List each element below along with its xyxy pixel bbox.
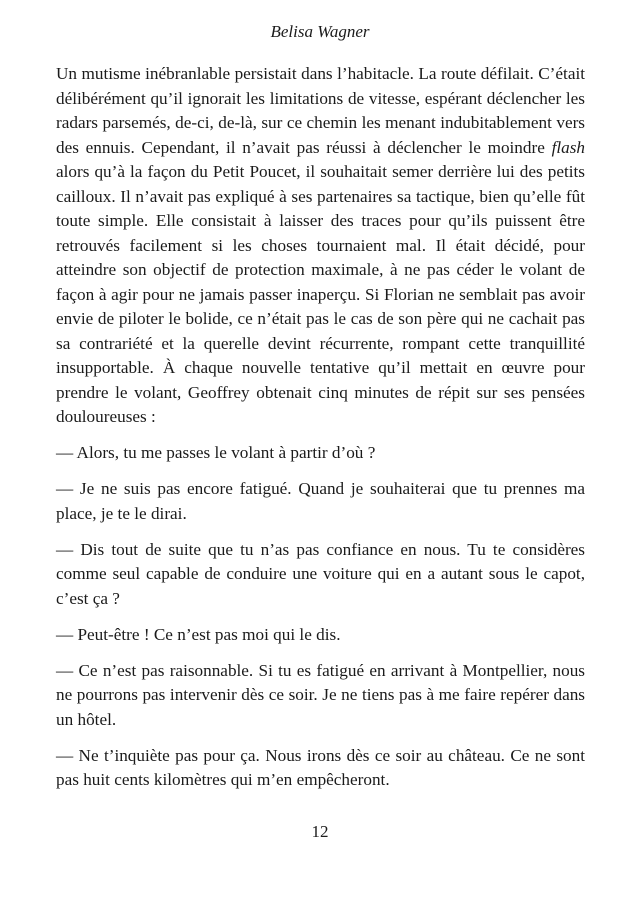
narrative-paragraph: [56, 62, 585, 430]
page-number: 12: [311, 822, 329, 841]
dialogue-line-6: — Ne t’inquiète pas pour ça. Nous irons dès ce soir au château. Ce ne sont pas huit cents kilomètres qui m’en empêcheront.: [56, 745, 585, 789]
dialogue-line-5: — Ce n’est pas raisonnable. Si tu es fatigué en arrivant à Montpellier, nous ne pourrons pas intervenir dès ce soir. Je ne tiens pas à me faire repérer dans un hôtel.: [56, 660, 585, 729]
paragraph-text-start: Un mutisme inébranlable persistait dans l’habitacle. La route défilait. C’était délibérément qu’il ignorait les limitations de vitesse, espérant déclencher les radars parsemés, de-ci, de-là, sur ce chemin les menant indubitablement vers des ennuis. Cependant, il n’avait pas réussi à déclencher le moindre: [56, 64, 585, 157]
dialogue-line-3: — Dis tout de suite que tu n’as pas confiance en nous. Tu te considères comme seul capable de conduire une voiture qui en a autant sous le capot, c’est ça ?: [56, 539, 585, 608]
dialogue-line-4: — Peut-être ! Ce n’est pas moi qui le dis.: [56, 624, 341, 644]
italic-word: flash: [551, 137, 585, 157]
running-header-author: Belisa Wagner: [270, 22, 370, 41]
paragraph-text-end: alors qu’à la façon du Petit Poucet, il souhaitait semer derrière lui des petits cailloux. Il n’avait pas expliqué à ses partenaires sa tactique, bien qu’elle fût toute simple. Elle consistait à laisser des traces pour qu’ils puissent être retrouvés facilement si les choses tournaient mal. Il était décidé, pour atteindre son objectif de protection maximale, à ne pas céder le volant de façon à agir pour ne jamais passer inaperçu. Si Florian ne semblait pas avoir envie de piloter le bolide, ce n’était pas le cas de son père qui ne cachait pas sa contrariété et la querelle devint récurrente, rompant cette tranquillité insupportable. À chaque nouvelle tentative qu’il mettait en œuvre pour prendre le volant, Geoffrey obtenait cinq minutes de répit sur ses pensées douloureuses :: [56, 162, 585, 426]
dialogue-line-2: — Je ne suis pas encore fatigué. Quand je souhaiterai que tu prennes ma place, je te le dirai.: [56, 479, 585, 523]
body-text: [56, 62, 585, 793]
dialogue-line-1: — Alors, tu me passes le volant à partir d’où ?: [56, 443, 376, 462]
